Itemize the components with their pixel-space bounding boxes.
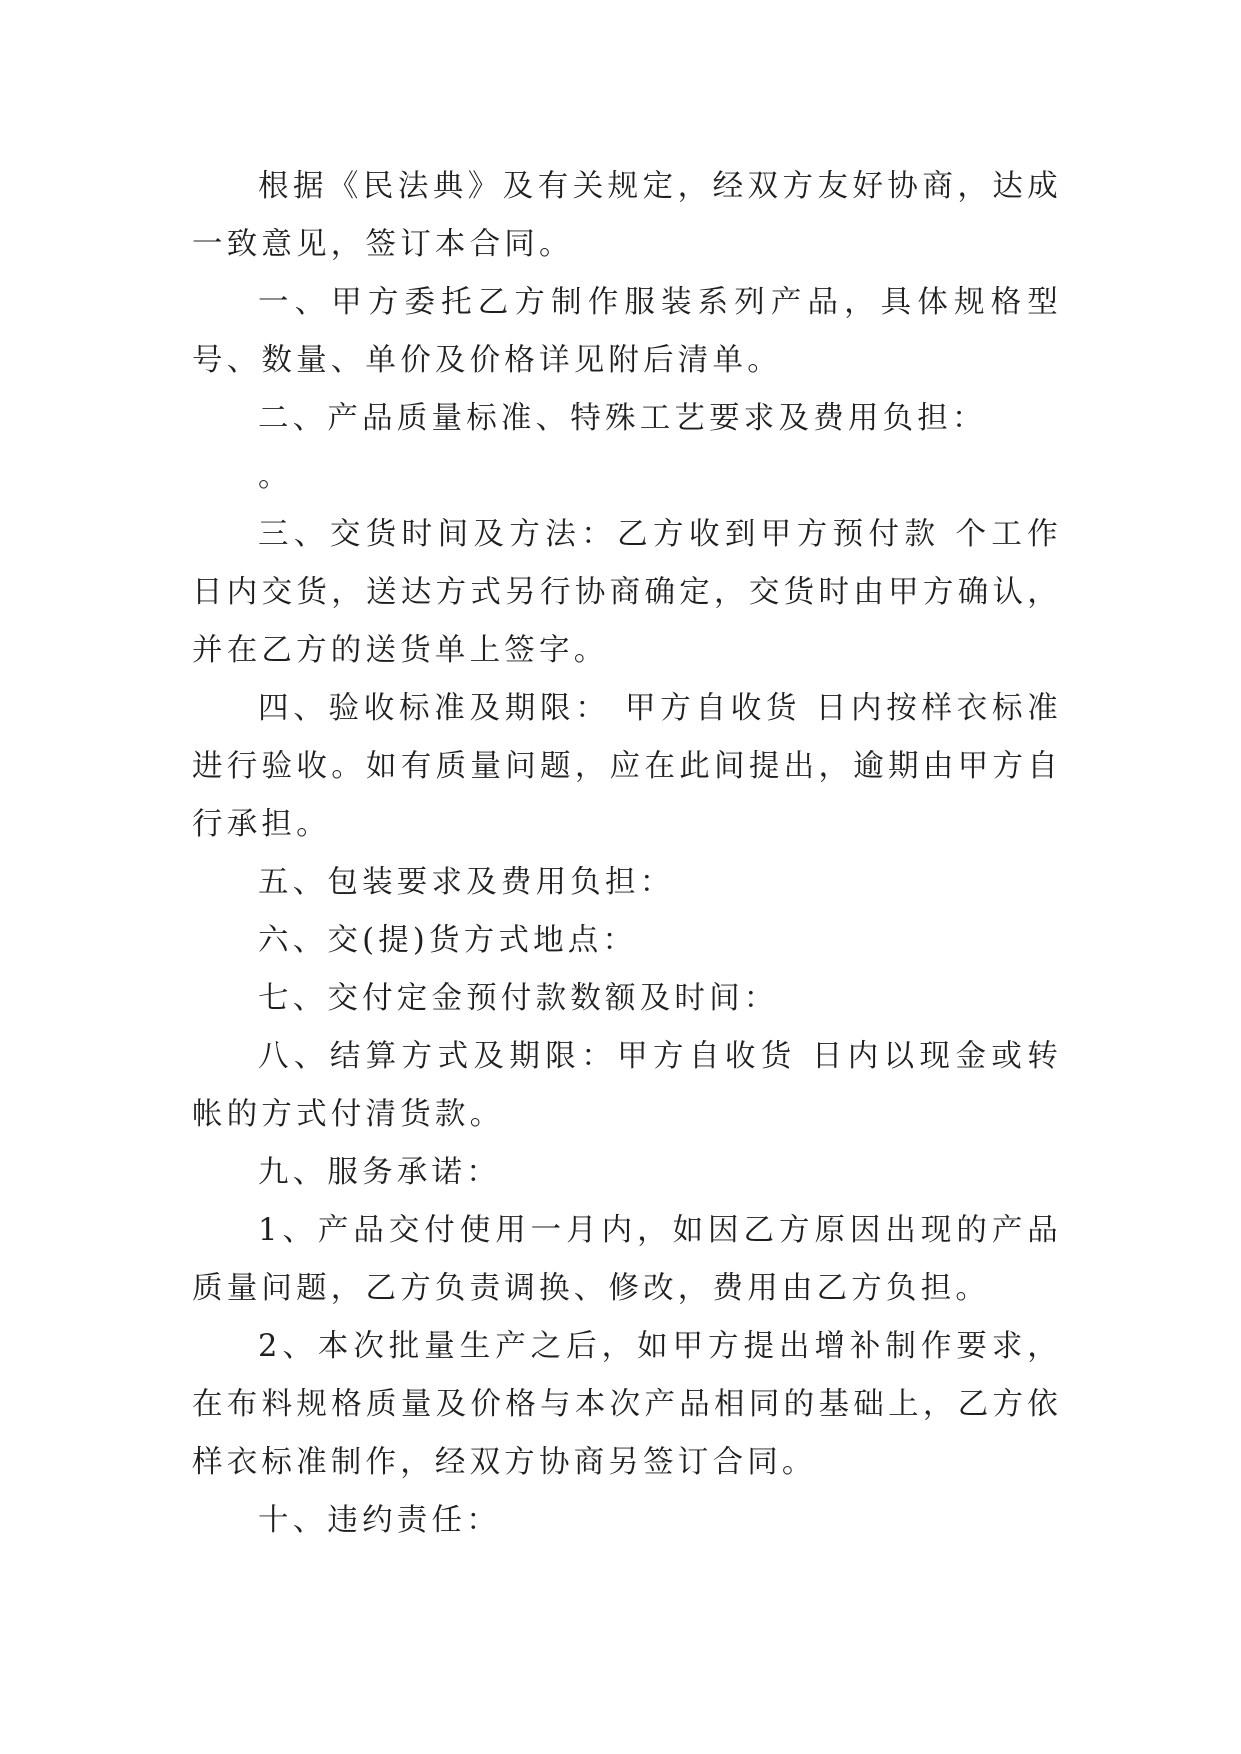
paragraph-clause-9-item-1: 1、产品交付使用一月内，如因乙方原因出现的产品质量问题，乙方负责调换、修改，费用由乙方负担。 [192,1213,1062,1306]
paragraph-clause-1: 一、甲方委托乙方制作服装系列产品，具体规格型号、数量、单价及价格详见附后清单。 [192,285,1062,378]
paragraph-clause-7: 七、交付定金预付款数额及时间： [258,981,779,1016]
paragraph-clause-8: 八、结算方式及期限：甲方自收货 日内以现金或转帐的方式付清货款。 [192,1039,1062,1132]
paragraph-clause-5: 五、包装要求及费用负担： [258,865,675,900]
paragraph-clause-3: 三、交货时间及方法：乙方收到甲方预付款 个工作日内交货，送达方式另行协商确定，交货时由甲方确认，并在乙方的送货单上签字。 [192,517,1062,668]
paragraph-clause-4: 四、验收标准及期限： 甲方自收货 日内按样衣标准进行验收。如有质量问题，应在此间提出，逾期由甲方自行承担。 [192,691,1062,842]
paragraph-clause-2: 二、产品质量标准、特殊工艺要求及费用负担： [258,401,987,436]
paragraph-clause-9: 九、服务承诺： [258,1155,501,1190]
paragraph-clause-10: 十、违约责任： [258,1503,501,1538]
paragraph-clause-6: 六、交(提)货方式地点： [258,923,638,958]
paragraph-clause-9-item-2: 2、本次批量生产之后，如甲方提出增补制作要求，在布料规格质量及价格与本次产品相同的基础上，乙方依样衣标准制作，经双方协商另签订合同。 [192,1329,1062,1480]
document-body [192,158,1062,1550]
paragraph-intro: 根据《民法典》及有关规定，经双方友好协商，达成一致意见，签订本合同。 [192,169,1062,262]
paragraph-clause-2-detail: 。 [258,459,293,494]
